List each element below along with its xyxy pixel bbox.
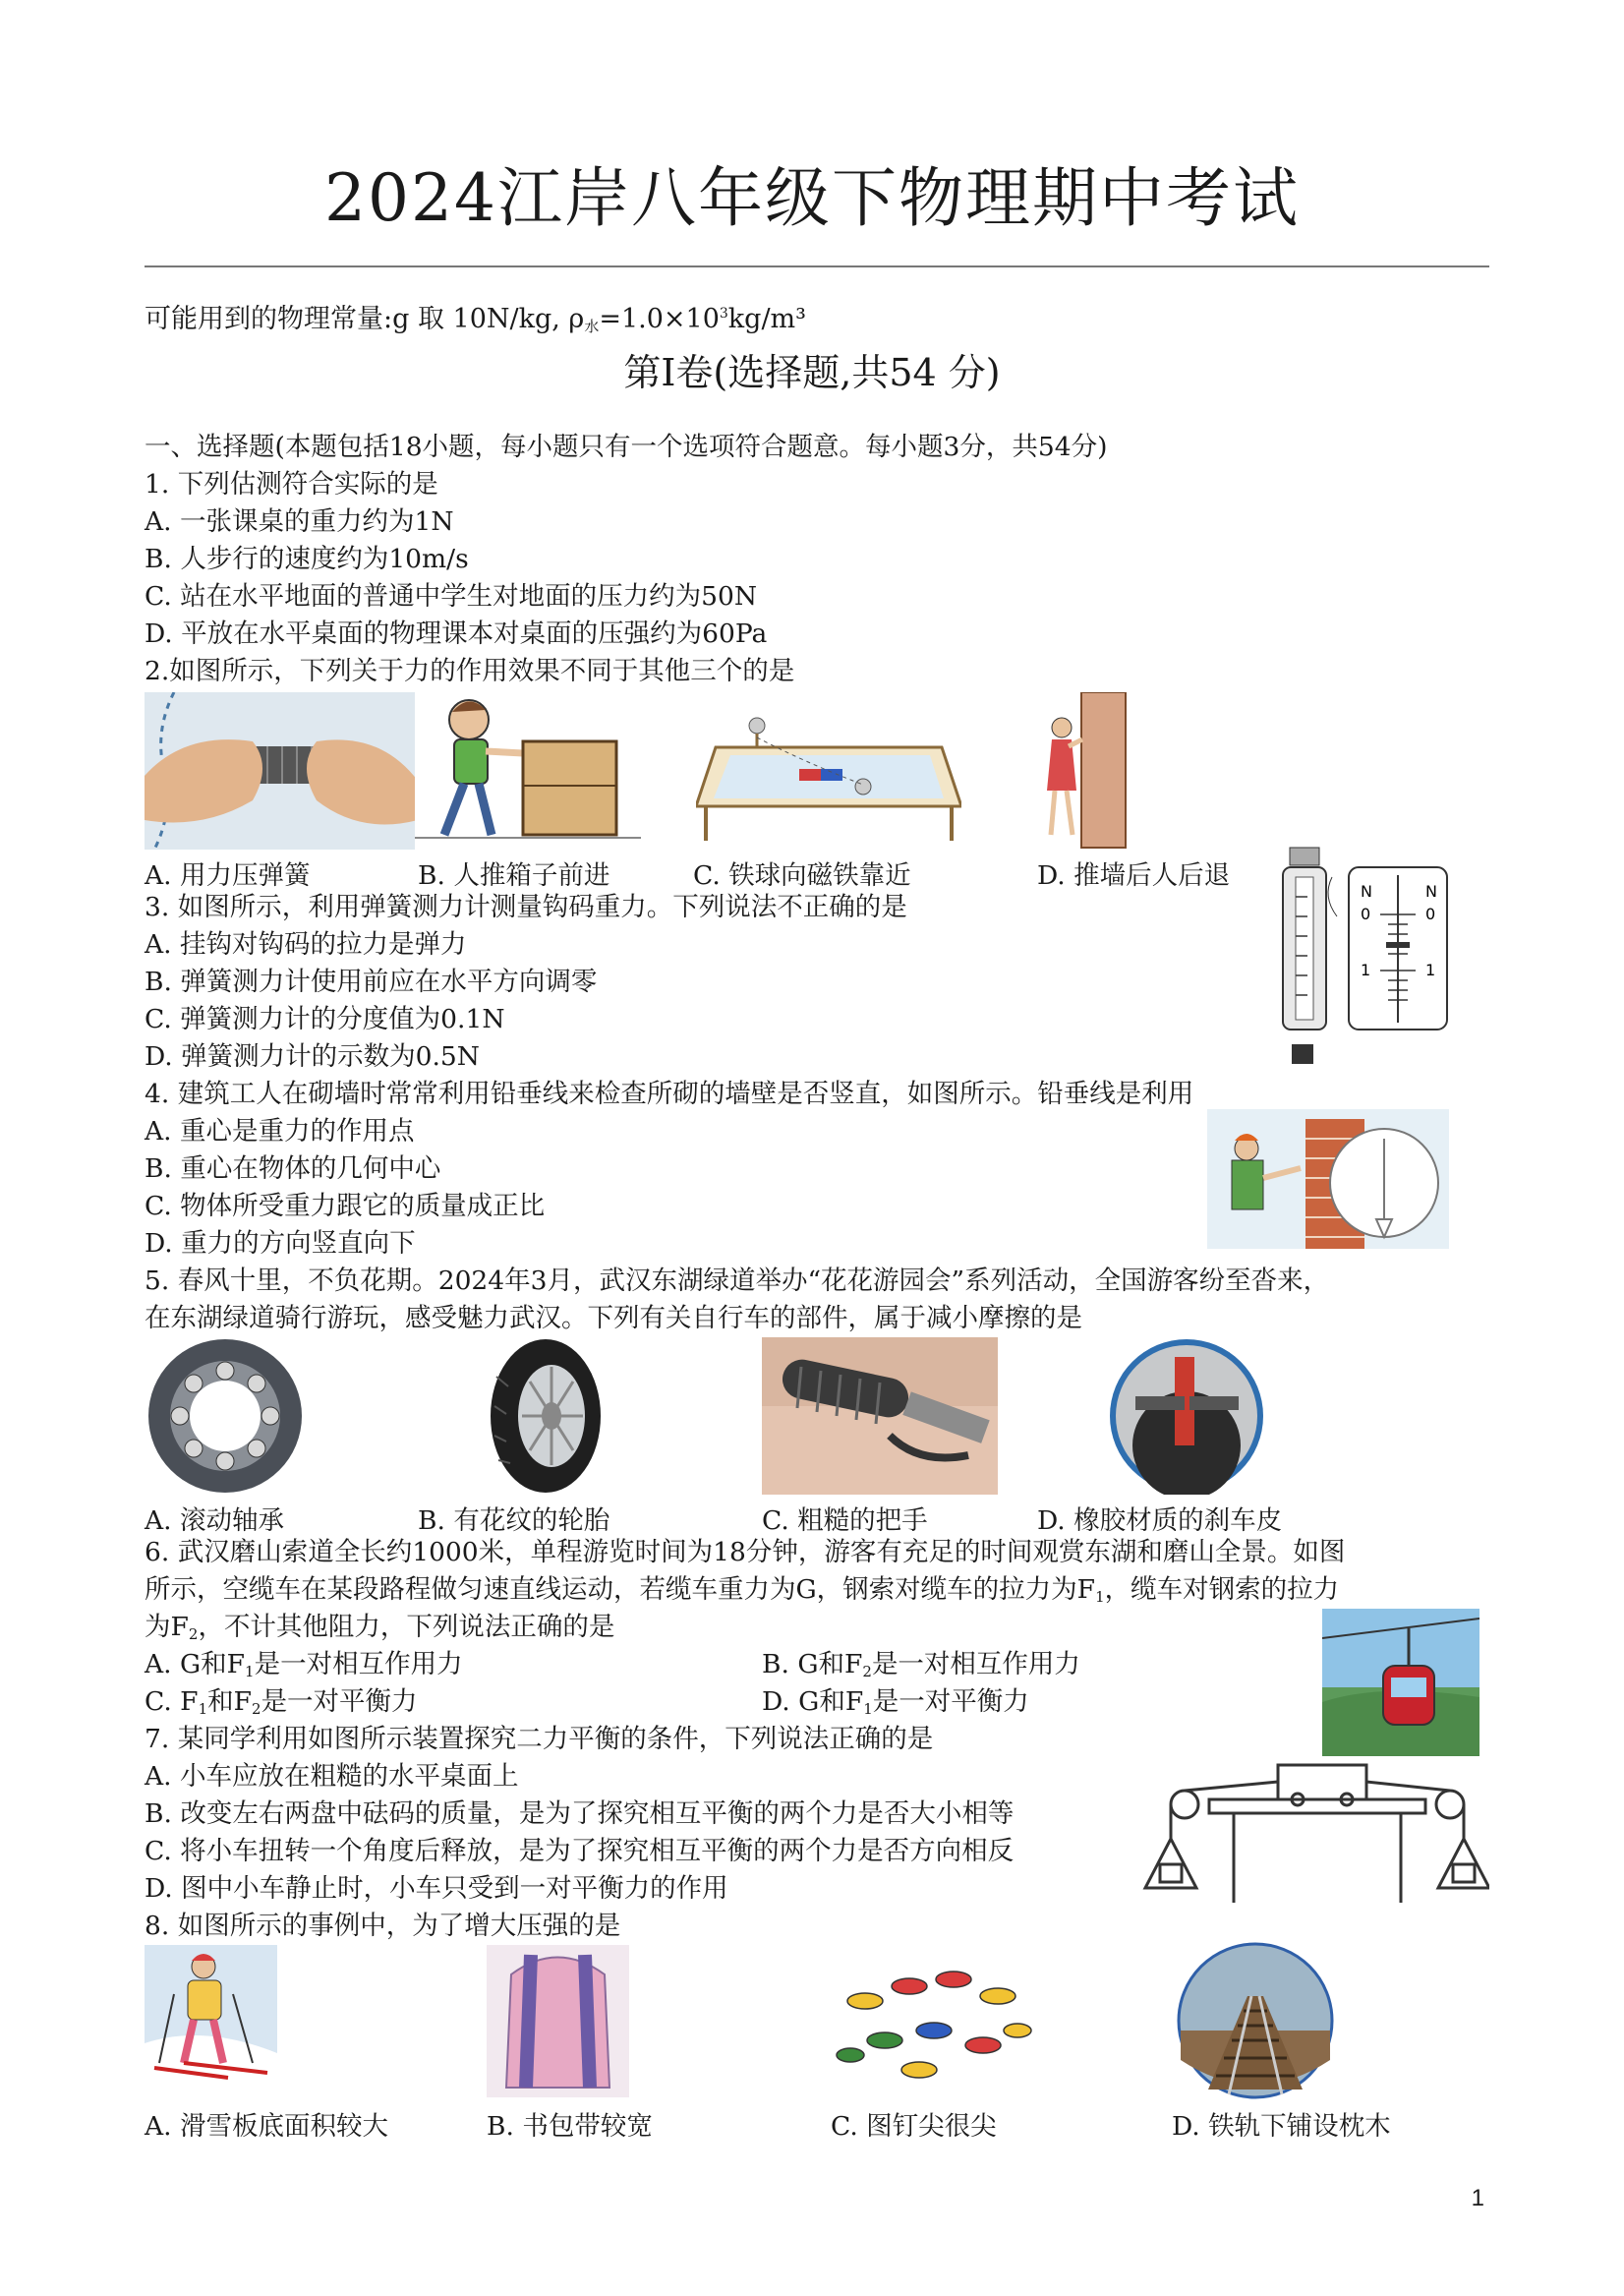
- scale-one-label-right: 1: [1425, 961, 1436, 979]
- plumb-line-image: [1207, 1109, 1449, 1249]
- q3-stem: 3. 如图所示，利用弹簧测力计测量钩码重力。下列说法不正确的是: [145, 892, 907, 922]
- q8-option-d: D. 铁轨下铺设枕木: [1172, 2111, 1391, 2142]
- q4-stem: 4. 建筑工人在砌墙时常常利用铅垂线来检查所砌的墙壁是否竖直，如图所示。铅垂线是利用: [145, 1079, 1194, 1109]
- q1-option-a: A. 一张课桌的重力约为1N: [145, 506, 454, 537]
- q2-option-b: B. 人推箱子前进: [418, 860, 610, 891]
- q7-option-d: D. 图中小车静止时，小车只受到一对平衡力的作用: [145, 1873, 728, 1904]
- q2-stem: 2.如图所示，下列关于力的作用效果不同于其他三个的是: [145, 656, 795, 686]
- q8-option-b: B. 书包带较宽: [487, 2111, 653, 2142]
- magnet-ball-image: [696, 708, 961, 846]
- physics-constants: 可能用到的物理常量:g 取 10N/kg, $\rho_水=1.0\times 10^3kg/m^3$: [145, 304, 806, 335]
- q4-option-a: A. 重心是重力的作用点: [145, 1116, 415, 1147]
- q6-option-b: B. G和$F_2$是一对相互作用力: [762, 1649, 1080, 1680]
- q3-option-a: A. 挂钩对钩码的拉力是弹力: [145, 929, 467, 960]
- q6-option-a: A. G和$F_1$是一对相互作用力: [145, 1649, 463, 1680]
- railway-sleepers-image: [1175, 1942, 1337, 2099]
- q4-option-c: C. 物体所受重力跟它的质量成正比: [145, 1191, 546, 1221]
- q5-stem-line2: 在东湖绿道骑行游玩，感受魅力武汉。下列有关自行车的部件，属于减小摩擦的是: [145, 1303, 1082, 1333]
- two-force-balance-apparatus: [1140, 1760, 1489, 1908]
- handlebar-grip-image: [762, 1337, 998, 1495]
- q1-option-b: B. 人步行的速度约为10m/s: [145, 544, 469, 574]
- scale-one-label: 1: [1361, 961, 1371, 979]
- scale-unit-label: N: [1361, 882, 1372, 901]
- backpack-image: [487, 1945, 629, 2097]
- q6-stem-line1: 6. 武汉磨山索道全长约1000米，单程游览时间为18分钟，游客有充足的时间观赏东湖和磨山全景。如图: [145, 1537, 1346, 1567]
- cable-car-image: [1322, 1609, 1479, 1756]
- q3-option-d: D. 弹簧测力计的示数为0.5N: [145, 1041, 480, 1072]
- q1-option-c: C. 站在水平地面的普通中学生对地面的压力约为50N: [145, 581, 758, 612]
- q7-stem: 7. 某同学利用如图所示装置探究二力平衡的条件，下列说法正确的是: [145, 1724, 934, 1754]
- page-number: 1: [1471, 2185, 1484, 2211]
- q7-option-b: B. 改变左右两盘中砝码的质量，是为了探究相互平衡的两个力是否大小相等: [145, 1798, 1015, 1829]
- q3-option-c: C. 弹簧测力计的分度值为0.1N: [145, 1004, 505, 1034]
- q2-option-c: C. 铁球向磁铁靠近: [693, 860, 911, 891]
- q4-option-b: B. 重心在物体的几何中心: [145, 1153, 441, 1184]
- q5-stem-line1: 5. 春风十里，不负花期。2024年3月，武汉东湖绿道举办“花花游园会”系列活动，全国游客纷至沓来，: [145, 1266, 1330, 1296]
- q2-option-d: D. 推墙后人后退: [1037, 860, 1231, 891]
- scale-unit-label-right: N: [1425, 882, 1437, 901]
- q5-option-b: B. 有花纹的轮胎: [418, 1505, 610, 1536]
- q6-option-d: D. G和$F_1$是一对平衡力: [762, 1686, 1029, 1718]
- q8-stem: 8. 如图所示的事例中，为了增大压强的是: [145, 1911, 621, 1941]
- part-title: 第Ⅰ卷(选择题,共54 分): [623, 351, 1001, 394]
- q1-option-d: D. 平放在水平桌面的物理课本对桌面的压强约为60Pa: [145, 618, 768, 649]
- q8-option-a: A. 滑雪板底面积较大: [145, 2111, 388, 2142]
- q5-option-c: C. 粗糙的把手: [762, 1505, 928, 1536]
- spring-compress-image: [145, 692, 418, 850]
- q4-option-d: D. 重力的方向竖直向下: [145, 1228, 416, 1259]
- scale-zero-label: 0: [1361, 905, 1371, 923]
- skier-image: [145, 1945, 277, 2092]
- q1-stem: 1. 下列估测符合实际的是: [145, 469, 438, 500]
- section-heading: 一、选择题(本题包括18小题，每小题只有一个选项符合题意。每小题3分，共54分): [145, 432, 1108, 462]
- exam-title: 2024江岸八年级下物理期中考试: [324, 160, 1300, 236]
- spring-scale-image: [1278, 838, 1455, 1069]
- tire-image: [487, 1337, 605, 1495]
- title-divider: [145, 265, 1489, 267]
- q2-option-a: A. 用力压弹簧: [145, 860, 311, 891]
- q7-option-a: A. 小车应放在粗糙的水平桌面上: [145, 1761, 519, 1792]
- q6-stem-line2: 所示，空缆车在某段路程做匀速直线运动，若缆车重力为G，钢索对缆车的拉力为$F_1$，缆车对钢索的拉力: [145, 1574, 1340, 1606]
- ball-bearing-image: [145, 1337, 307, 1495]
- brake-pad-image: [1106, 1337, 1268, 1495]
- q5-option-a: A. 滚动轴承: [145, 1505, 284, 1536]
- push-wall-image: [1037, 692, 1131, 850]
- q6-stem-line3: 为$F_2$，不计其他阻力，下列说法正确的是: [145, 1612, 615, 1643]
- q8-option-c: C. 图钉尖很尖: [831, 2111, 997, 2142]
- q7-option-c: C. 将小车扭转一个角度后释放，是为了探究相互平衡的两个力是否方向相反: [145, 1836, 1015, 1866]
- push-box-image: [415, 692, 641, 850]
- thumbtacks-image: [836, 1952, 1042, 2090]
- q5-option-d: D. 橡胶材质的刹车皮: [1037, 1505, 1283, 1536]
- q3-option-b: B. 弹簧测力计使用前应在水平方向调零: [145, 967, 598, 997]
- q6-option-c: C. $F_1$和$F_2$是一对平衡力: [145, 1686, 418, 1718]
- scale-zero-label-right: 0: [1425, 905, 1436, 923]
